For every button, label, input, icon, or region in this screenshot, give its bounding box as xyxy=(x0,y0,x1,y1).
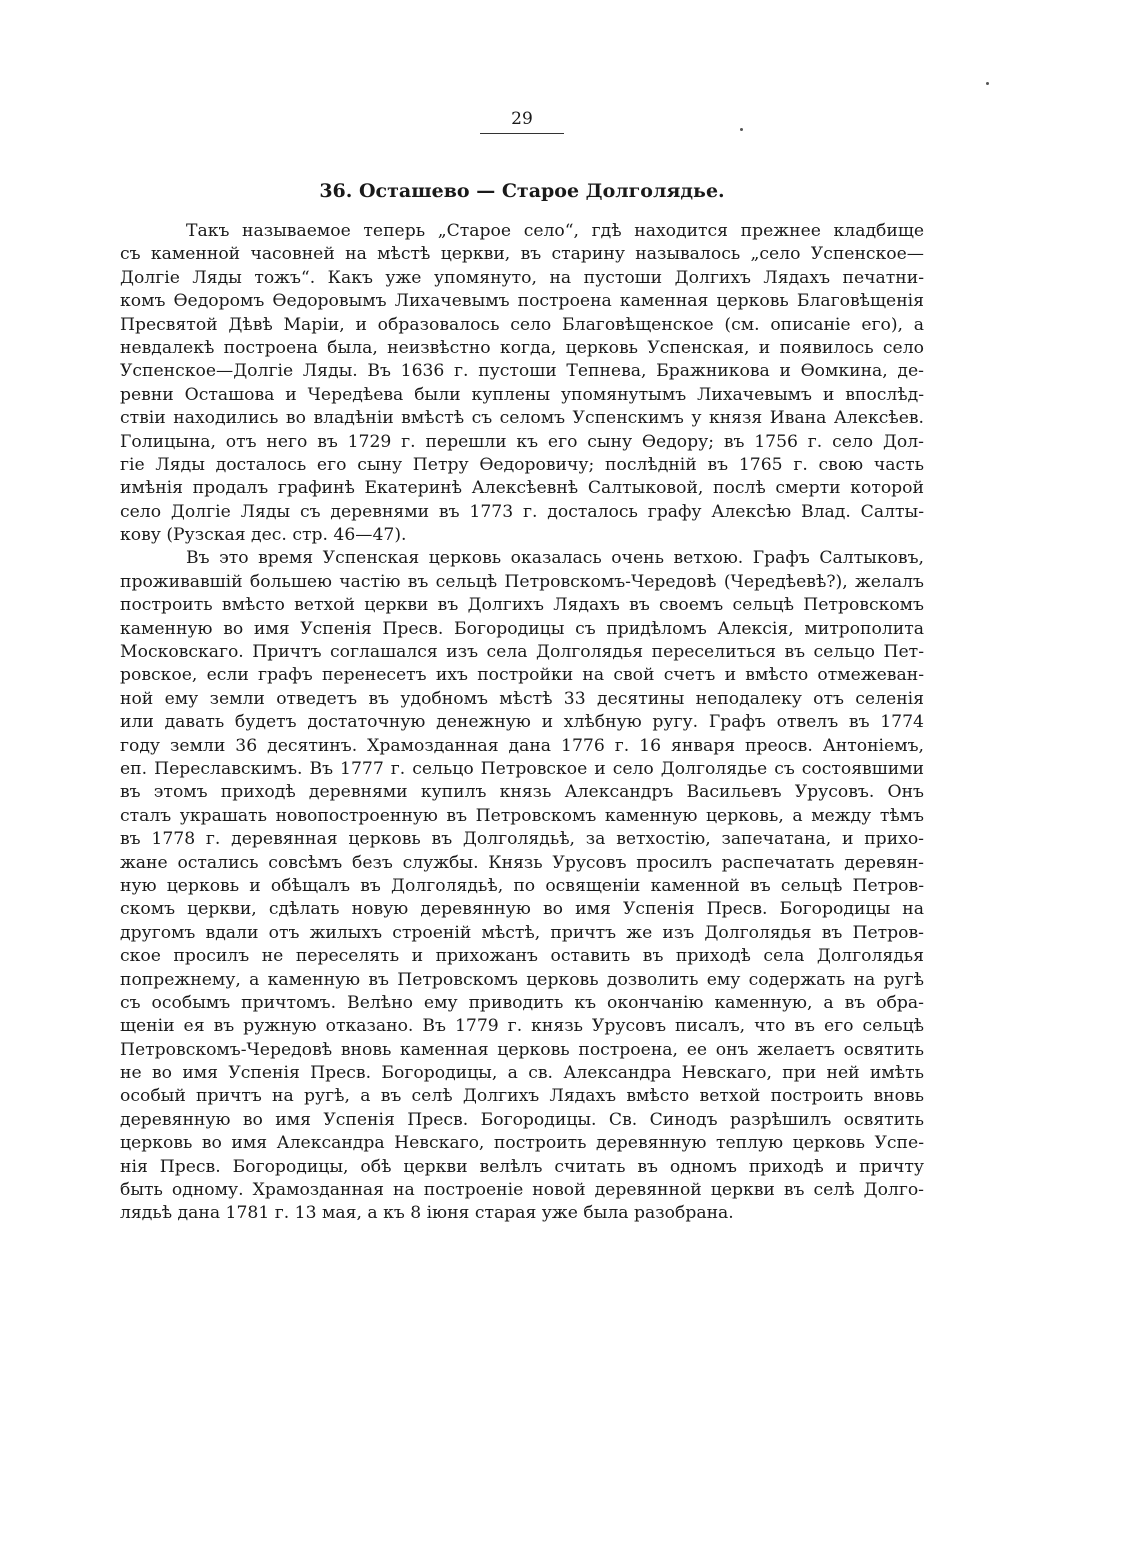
text-line: Долгіе Ляды тожъ“. Какъ уже упомянуто, на пустоши Долгихъ Лядахъ печатни- xyxy=(120,267,924,288)
body-text xyxy=(120,220,924,1226)
text-line: Московскаго. Причтъ соглашался изъ села Долголядья переселиться въ сельцо Пет- xyxy=(120,642,924,663)
text-line: проживавшій большею частію въ сельцѣ Петровскомъ-Чередовѣ (Чередѣевѣ?), желалъ xyxy=(120,571,924,592)
text-line: каменную во имя Успенія Пресв. Богородицы съ придѣломъ Алексія, митрополита xyxy=(120,618,924,639)
text-line: деревянную во имя Успенія Пресв. Богородицы. Св. Синодъ разрѣшилъ освятить xyxy=(120,1109,924,1130)
section-heading: 36. Осташево — Старое Долголядье. xyxy=(319,180,725,202)
text-line: Пресвятой Дѣвѣ Маріи, и образовалось село Благовѣщенское (см. описаніе его), а xyxy=(120,314,924,335)
text-line: Въ это время Успенская церковь оказалась очень ветхою. Графъ Салтыковъ, xyxy=(186,548,924,569)
text-line: ровское, если графъ перенесетъ ихъ постройки на свой счетъ и вмѣсто отмежеван- xyxy=(120,665,924,686)
text-line: ревни Осташова и Чередѣева были куплены упомянутымъ Лихачевымъ и впослѣд- xyxy=(120,384,924,405)
print-speck xyxy=(740,128,743,131)
text-line: въ этомъ приходѣ деревнями купилъ князь Александръ Васильевъ Урусовъ. Онъ xyxy=(120,782,924,803)
text-line: комъ Ѳедоромъ Ѳедоровымъ Лихачевымъ построена каменная церковь Благовѣщенія xyxy=(120,291,924,312)
text-line: сталъ украшать новопостроенную въ Петровскомъ каменную церковь, а между тѣмъ xyxy=(120,805,924,826)
text-line: Голицына, отъ него въ 1729 г. перешли къ его сыну Ѳедору; въ 1756 г. село Дол- xyxy=(120,431,924,452)
text-line: ной ему земли отведетъ въ удобномъ мѣстѣ 33 десятины неподалеку отъ селенія xyxy=(120,688,924,709)
page-number: 29 xyxy=(511,109,533,129)
text-line: скомъ церкви, сдѣлать новую деревянную во имя Успенія Пресв. Богородицы на xyxy=(120,899,924,920)
text-line: гіе Ляды досталось его сыну Петру Ѳедоровичу; послѣдній въ 1765 г. свою часть xyxy=(120,454,924,475)
text-line: церковь во имя Александра Невскаго, построить деревянную теплую церковь Успе- xyxy=(120,1133,924,1154)
text-line: Такъ называемое теперь „Старое село“, гдѣ находится прежнее кладбище xyxy=(186,221,924,241)
text-line: ское просилъ не переселять и прихожанъ оставить въ приходѣ села Долголядья xyxy=(120,946,924,967)
text-line: съ каменной часовней на мѣстѣ церкви, въ старину называлось „село Успенское— xyxy=(120,244,924,265)
text-line: другомъ вдали отъ жилыхъ строеній мѣстѣ, причтъ же изъ Долголядья въ Петров- xyxy=(120,922,924,943)
text-line: году земли 36 десятинъ. Храмозданная дана 1776 г. 16 января преосв. Антоніемъ, xyxy=(120,735,924,756)
text-line: ствіи находились во владѣніи вмѣстѣ съ селомъ Успенскимъ у князя Ивана Алексѣев. xyxy=(120,408,924,429)
text-line: быть одному. Храмозданная на построеніе новой деревянной церкви въ селѣ Долго- xyxy=(120,1180,924,1201)
text-line: щеніи ея въ ружную отказано. Въ 1779 г. князь Урусовъ писалъ, что въ его сельцѣ xyxy=(120,1016,924,1037)
text-line: нія Пресв. Богородицы, обѣ церкви велѣлъ считать въ одномъ приходѣ и причту xyxy=(120,1156,924,1177)
page-number-rule xyxy=(480,133,564,134)
text-line: не во имя Успенія Пресв. Богородицы, а св. Александра Невскаго, при ней имѣть xyxy=(120,1063,924,1084)
text-line: въ 1778 г. деревянная церковь въ Долголядьѣ, за ветхостію, запечатана, и прихо- xyxy=(120,829,924,850)
text-line: имѣнія продалъ графинѣ Екатеринѣ Алексѣевнѣ Салтыковой, послѣ смерти которой xyxy=(120,478,924,499)
text-line: лядьѣ дана 1781 г. 13 мая, а къ 8 іюня старая уже была разобрана. xyxy=(120,1203,734,1224)
text-line: еп. Переславскимъ. Въ 1777 г. сельцо Петровское и село Долголядье съ состоявшими xyxy=(120,758,924,779)
text-line: ную церковь и обѣщалъ въ Долголядьѣ, по освященіи каменной въ сельцѣ Петров- xyxy=(120,875,924,896)
paragraph xyxy=(120,547,924,1225)
text-line: попрежнему, а каменную въ Петровскомъ церковь дозволить ему содержать на ругѣ xyxy=(120,969,924,990)
text-line: построить вмѣсто ветхой церкви въ Долгихъ Лядахъ въ своемъ сельцѣ Петровскомъ xyxy=(120,595,924,616)
paragraph xyxy=(120,220,924,547)
text-line: кову (Рузская дес. стр. 46—47). xyxy=(120,525,407,546)
text-line: Петровскомъ-Чередовѣ вновь каменная церковь построена, ее онъ желаетъ освятить xyxy=(120,1039,924,1060)
print-speck xyxy=(986,82,989,85)
text-line: или давать будетъ достаточную денежную и хлѣбную ругу. Графъ отвелъ въ 1774 xyxy=(120,712,924,733)
text-line: невдалекѣ построена была, неизвѣстно когда, церковь Успенская, и появилось село xyxy=(120,337,924,358)
text-line: жане остались совсѣмъ безъ службы. Князь Урусовъ просилъ распечатать деревян- xyxy=(120,852,924,873)
text-line: съ особымъ причтомъ. Велѣно ему приводить къ окончанію каменную, а въ обра- xyxy=(120,992,924,1013)
text-line: особый причтъ на ругѣ, а въ селѣ Долгихъ Лядахъ вмѣсто ветхой построить вновь xyxy=(120,1086,924,1107)
text-line: Успенское—Долгіе Ляды. Въ 1636 г. пустоши Тепнева, Бражникова и Ѳомкина, де- xyxy=(120,361,924,382)
text-line: село Долгіе Ляды съ деревнями въ 1773 г. досталось графу Алексѣю Влад. Салты- xyxy=(120,501,924,522)
